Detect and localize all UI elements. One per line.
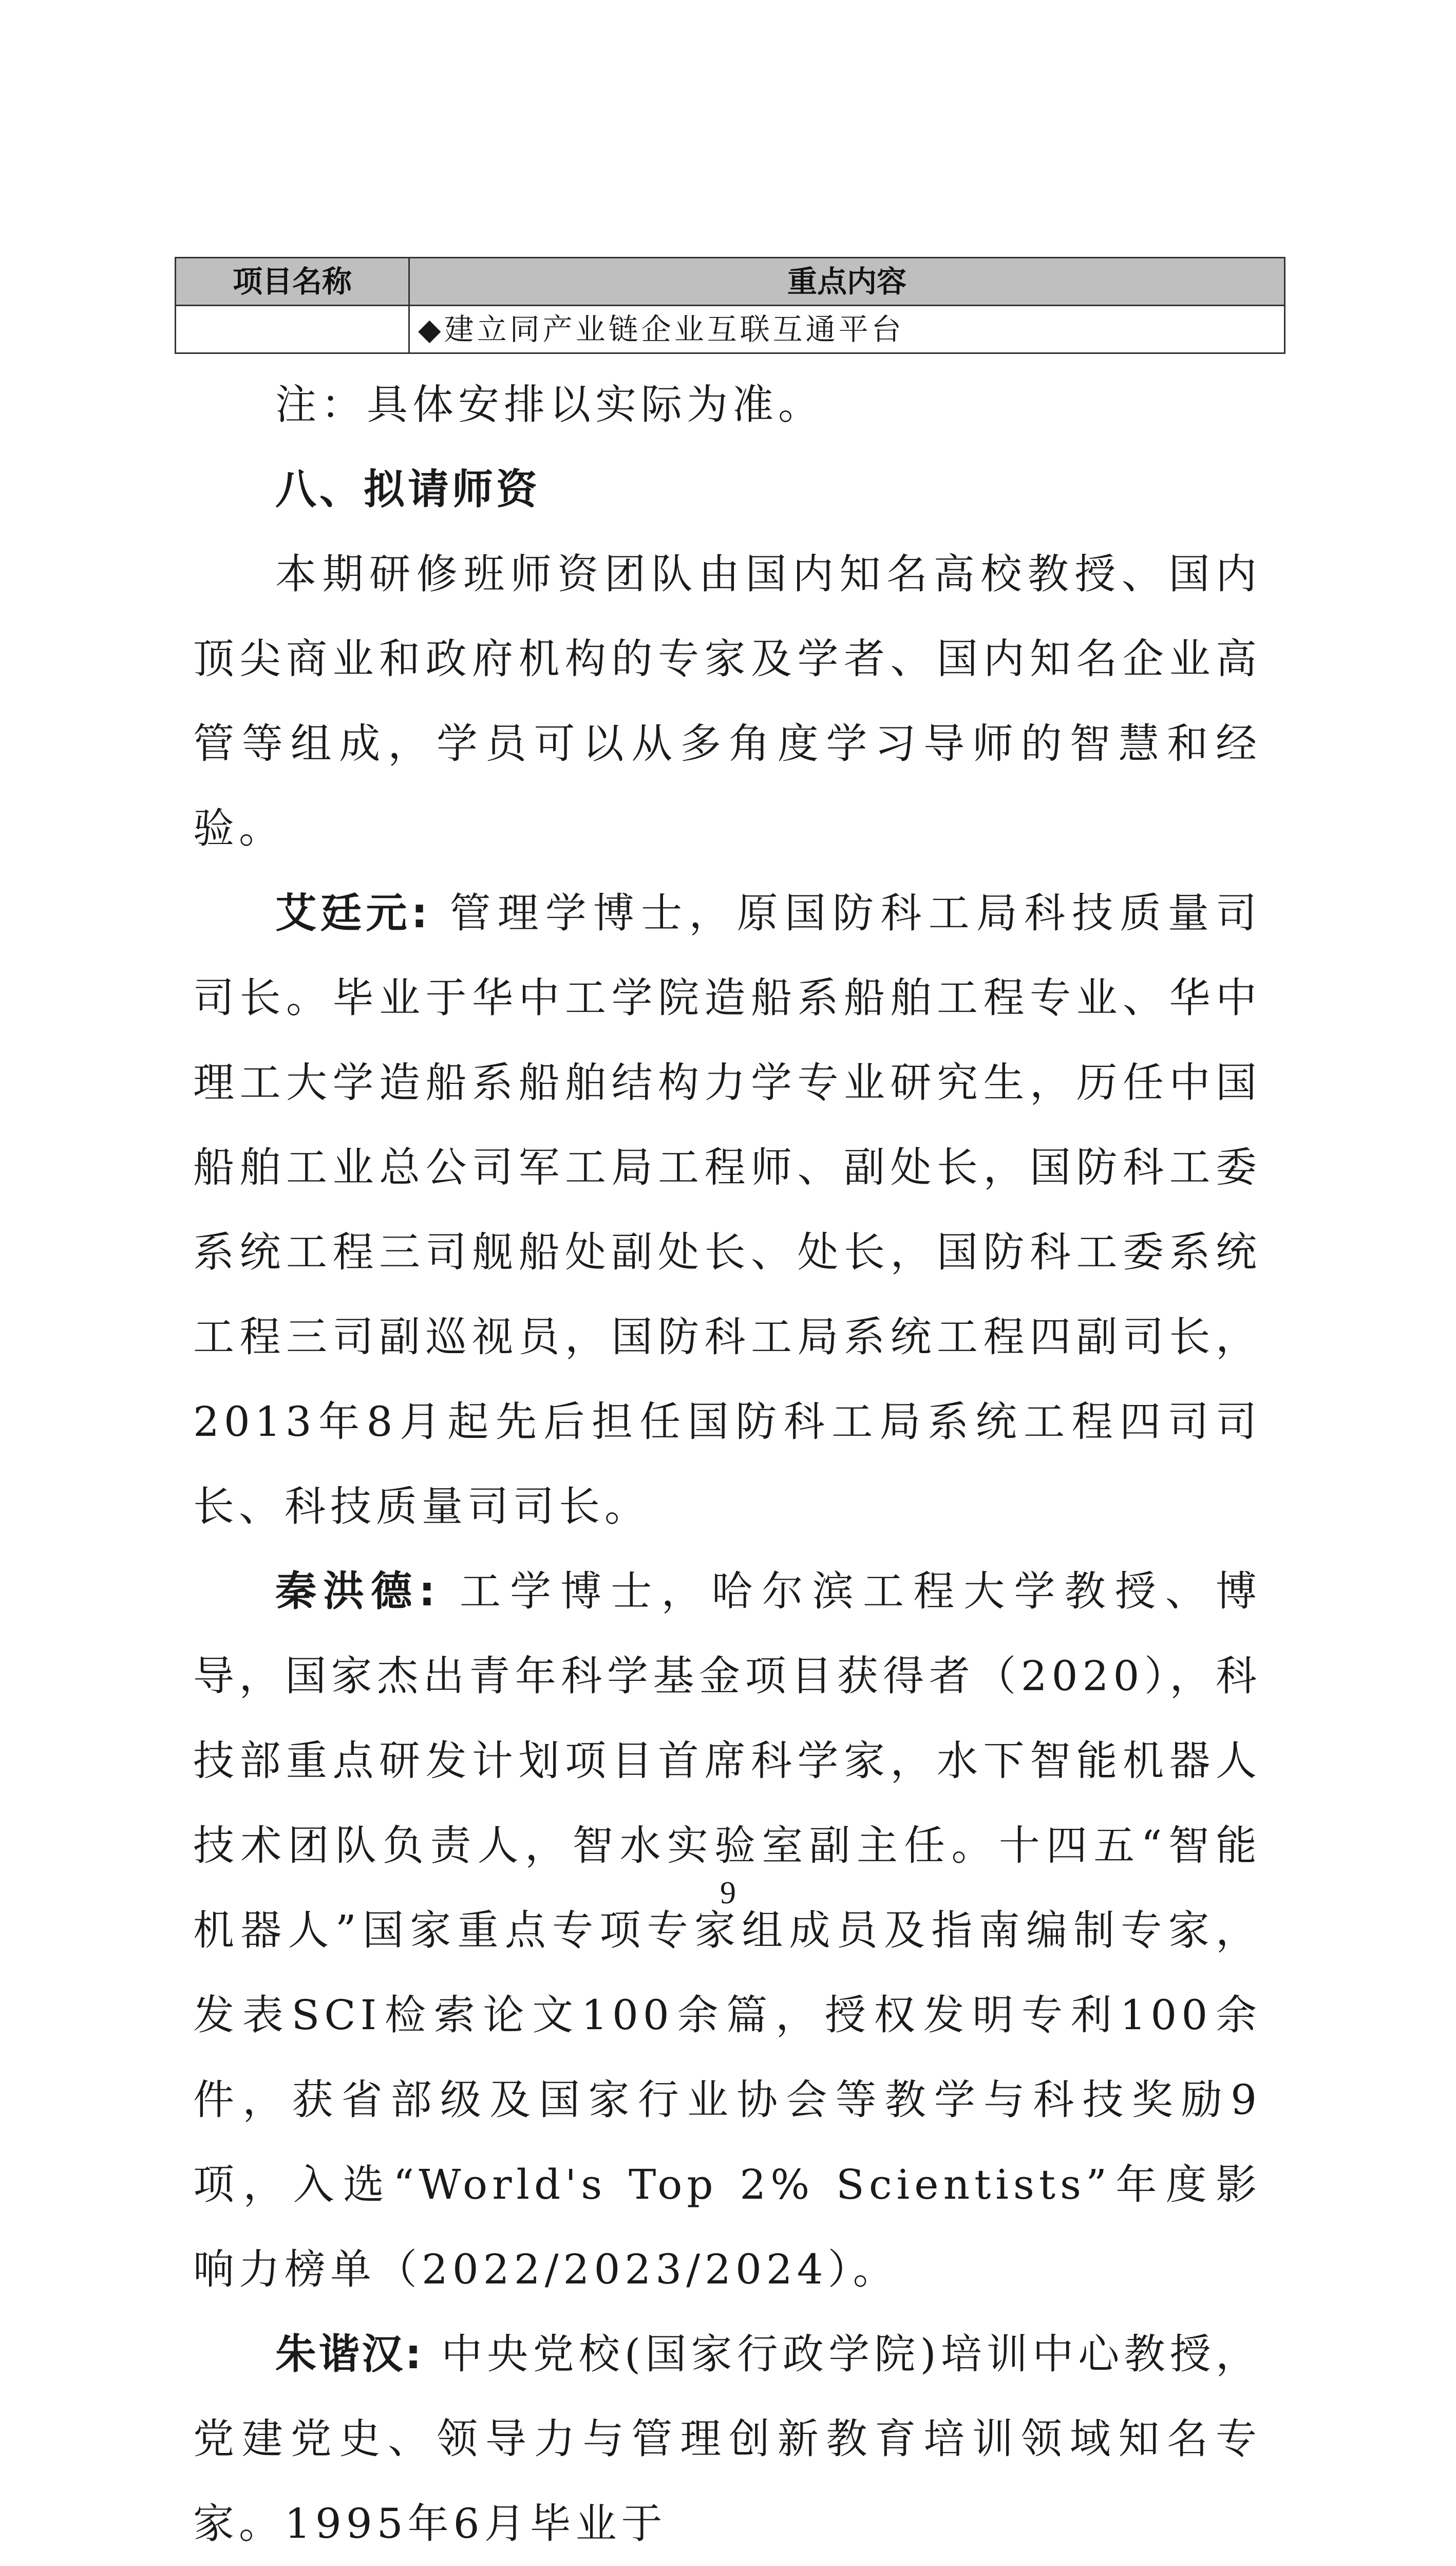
table-row (176, 306, 1285, 353)
profile-paragraph (193, 2312, 1261, 2566)
profile-name: 朱谐汉: (275, 2330, 424, 2378)
schedule-table (175, 257, 1285, 354)
header-project-name: 项目名称 (176, 258, 409, 306)
header-key-content: 重点内容 (409, 258, 1285, 306)
section-title: 八、拟请师资 (275, 465, 540, 513)
profile-text: 管理学博士，原国防科工局科技质量司司长。毕业于华中工学院造船系船舶工程专业、华中理工大学造船系船舶结构力学专业研究生，历任中国船舶工业总公司军工局工程师、副处长，国防科工委系统工程三司舰船处副处长、处长，国防科工委系统工程三司副巡视员，国防科工局系统工程四副司长，2013年8月起先后担任国防科工局系统工程四司司长、科技质量司司长。 (193, 889, 1261, 1530)
body-text (193, 362, 1261, 2566)
intro-paragraph: 本期研修班师资团队由国内知名高校教授、国内顶尖商业和政府机构的专家及学者、国内知名企业高管等组成，学员可以从多角度学习导师的智慧和经验。 (193, 550, 1261, 852)
table-header-row (176, 258, 1285, 306)
note-paragraph: 注：具体安排以实际为准。 (275, 381, 824, 428)
table-cell-project (176, 306, 409, 353)
page-number: 9 (720, 1876, 736, 1911)
profile-name: 秦洪德: (275, 1567, 438, 1615)
profile-name: 艾廷元: (275, 889, 430, 937)
profile-text: 中央党校(国家行政学院)培训中心教授，党建党史、领导力与管理创新教育培训领域知名专家。1995年6月毕业于 (193, 2330, 1261, 2548)
profile-paragraph (193, 1549, 1261, 2312)
profile-text: 工学博士，哈尔滨工程大学教授、博导，国家杰出青年科学基金项目获得者（2020），科技部重点研发计划项目首席科学家，水下智能机器人技术团队负责人，智水实验室副主任。十四五“智能机器人”国家重点专项专家组成员及指南编制专家，发表SCI检索论文100余篇，授权发明专利100余件，获省部级及国家行业协会等教学与科技奖励9项，入选“World's Top 2% Scientists”年度影响力榜单（2022/2023/2024）。 (193, 1567, 1261, 2293)
table-cell-content: ◆建立同产业链企业互联互通平台 (409, 306, 1285, 353)
profile-paragraph (193, 871, 1261, 1549)
